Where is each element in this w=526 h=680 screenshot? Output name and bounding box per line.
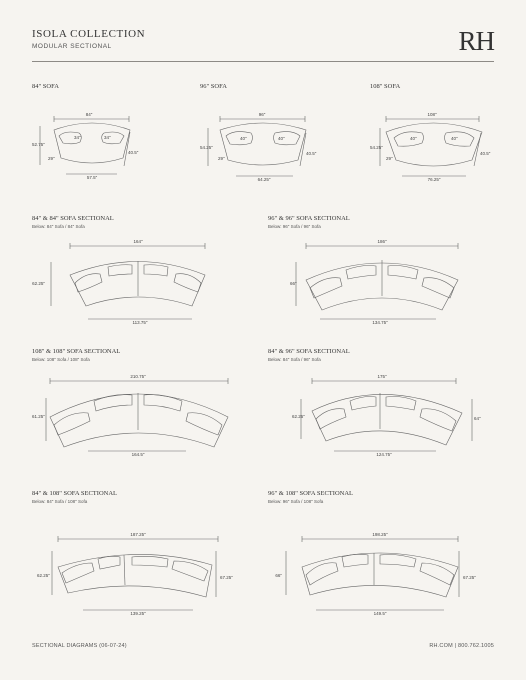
side-label: 40.5" [306, 151, 317, 156]
bottom-label: 124.75" [376, 452, 392, 457]
sectional-title: 84" & 96" SOFA SECTIONAL [268, 348, 350, 355]
inner-depth-label: 29" [386, 156, 393, 161]
sofa-title: 96" SOFA [200, 83, 227, 90]
left-depth-label: 66" [275, 573, 282, 578]
side-label: 40.5" [480, 151, 491, 156]
back-label: 57.5" [86, 175, 98, 180]
sectional-title: 108" & 108" SOFA SECTIONAL [32, 348, 121, 355]
cushion-left-label: 40" [240, 136, 247, 141]
sofa-title: 108" SOFA [370, 83, 401, 90]
sofa-84-diagram [28, 78, 188, 188]
footer-document-label: SECTIONAL DIAGRAMS (06-07-24) [32, 643, 127, 649]
sectional-subtitle: Below: 84" Sofa / 108" Sofa [32, 499, 88, 504]
sectional-84-108-diagram [28, 485, 263, 620]
footer-contact: RH.COM | 800.762.1005 [429, 643, 494, 649]
sectional-subtitle: Below: 96" Sofa / 108" Sofa [268, 499, 324, 504]
bottom-label: 134.75" [372, 320, 388, 325]
left-depth-label: 61.25" [32, 414, 45, 419]
left-depth-label: 66" [290, 281, 297, 286]
bottom-label: 164.5" [131, 452, 145, 457]
left-depth-label: 62.25" [292, 414, 305, 419]
sofa-title: 84" SOFA [32, 83, 59, 90]
left-depth-label: 62.25" [37, 573, 50, 578]
collection-title: ISOLA COLLECTION [32, 28, 146, 40]
inner-depth-label: 29" [48, 156, 55, 161]
width-label: 108" [427, 112, 437, 117]
cushion-right-label: 40" [278, 136, 285, 141]
side-label: 40.5" [128, 150, 139, 155]
bottom-label: 149.5" [373, 611, 387, 616]
right-depth-label: 64" [474, 416, 481, 421]
depth-label: 52.75" [32, 142, 45, 147]
sofa-96-diagram [196, 78, 356, 188]
width-label: 210.75" [130, 374, 146, 379]
width-label: 84" [85, 112, 93, 117]
sectional-title: 96" & 96" SOFA SECTIONAL [268, 215, 350, 222]
cushion-left-label: 34" [74, 135, 81, 140]
sofa-108-diagram [366, 78, 526, 188]
cushion-right-label: 34" [104, 135, 111, 140]
right-depth-label: 67.25" [463, 575, 476, 580]
sectional-subtitle: Below: 96" Sofa / 96" Sofa [268, 224, 321, 229]
sectional-108-108-diagram [28, 343, 263, 468]
sectional-subtitle: Below: 84" Sofa / 96" Sofa [268, 357, 321, 362]
inner-depth-label: 29" [218, 156, 225, 161]
width-label: 198.25" [372, 532, 388, 537]
cushion-left-label: 40" [410, 136, 417, 141]
sectional-84-84-diagram [28, 210, 263, 335]
left-depth-label: 62.25" [32, 281, 45, 286]
sectional-subtitle: Below: 108" Sofa / 108" Sofa [32, 357, 90, 362]
depth-label: 54.25" [200, 145, 213, 150]
bottom-label: 139.25" [130, 611, 146, 616]
back-label: 76.25" [427, 177, 441, 182]
width-label: 175" [377, 374, 387, 379]
cushion-right-label: 40" [451, 136, 458, 141]
back-label: 64.25" [257, 177, 271, 182]
sectional-title: 96" & 108" SOFA SECTIONAL [268, 490, 353, 497]
bottom-label: 113.75" [132, 320, 148, 325]
sectional-96-108-diagram [266, 485, 501, 620]
width-label: 164" [133, 239, 143, 244]
sectional-96-96-diagram [266, 210, 501, 335]
sectional-subtitle: Below: 84" Sofa / 84" Sofa [32, 224, 85, 229]
header-divider [32, 61, 494, 62]
width-label: 186" [377, 239, 387, 244]
sectional-title: 84" & 108" SOFA SECTIONAL [32, 490, 117, 497]
collection-subtitle: MODULAR SECTIONAL [32, 43, 112, 50]
width-label: 96" [258, 112, 266, 117]
depth-label: 54.25" [370, 145, 383, 150]
right-depth-label: 67.25" [220, 575, 233, 580]
width-label: 187.25" [130, 532, 146, 537]
sectional-title: 84" & 84" SOFA SECTIONAL [32, 215, 114, 222]
rh-logo: RH [458, 26, 494, 56]
sectional-84-96-diagram [266, 343, 501, 468]
